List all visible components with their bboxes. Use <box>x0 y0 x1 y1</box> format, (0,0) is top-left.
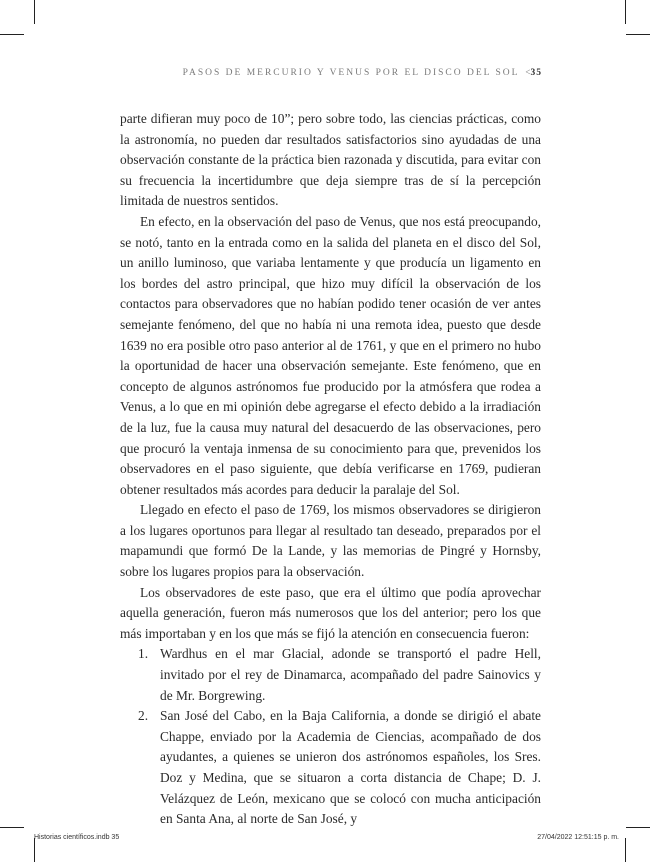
list-item-text: San José del Cabo, en la Baja California, a donde se dirigió el abate Chappe, enviado por la Academia de Ciencias, acompañado de dos ayudantes, a quienes se unieron dos astrónomos españoles, los Sres. Doz y Medina, que se situaron a corta distancia de Chape; D. J. Velázquez de León, mexicano que se colocó con mucha anticipación en Santa Ana, al norte de San José, y <box>160 708 541 827</box>
list-item <box>120 706 541 830</box>
running-head-title: PASOS DE MERCURIO Y VENUS POR EL DISCO DEL SOL <box>182 68 520 78</box>
print-footer-file: Historias científicos.indb 35 <box>34 834 120 841</box>
paragraph: En efecto, en la observación del paso de Venus, que nos está preocupando, se notó, tanto en la entrada como en la salida del planeta en el disco del Sol, un anillo luminoso, que variaba lentamente y que producía un ligamento en los bordes del astro principal, que hizo muy difícil la observación de los contactos para observadores que no habían podido tener ocasión de ver antes semejante fenómeno, del que no había ni una remota idea, puesto que desde 1639 no era posible otro paso anterior al de 1761, y que en el primero no hubo la oportunidad de hacer una observación semejante. Este fenómeno, que en concepto de algunos astrónomos fue producido por la atmósfera que rodea a Venus, a lo que en mi opinión debe agregarse el efecto debido a la irradiación de la luz, fue la causa muy natural del desacuerdo de las observaciones, pero que procuró la ventaja inmensa de su conocimiento para que, prevenidos los observadores en el paso siguiente, que debía verificarse en 1769, pudieran obtener resultados más acordes para deducir la paralaje del Sol. <box>120 213 541 497</box>
crop-mark-bottom-right-horizontal <box>626 827 650 828</box>
page-marker: < <box>525 67 531 77</box>
print-footer-timestamp: 27/04/2022 12:51:15 p. m. <box>537 834 619 841</box>
running-head <box>150 67 542 78</box>
paragraph: Llegado en efecto el paso de 1769, los mismos observadores se dirigieron a los lugares oportunos para llegar al resultado tan deseado, preparados por el mapamundi que formó De la Lande, y las memorias de Pingré y Hornsby, sobre los lugares propios para la observación. <box>120 502 541 580</box>
list-item-number: 1. <box>138 646 149 662</box>
list-item-number: 2. <box>138 708 149 724</box>
crop-mark-top-left-horizontal <box>0 34 24 35</box>
crop-mark-top-right-horizontal <box>626 34 650 35</box>
page-number: 35 <box>530 68 542 78</box>
crop-mark-bottom-left-horizontal <box>0 827 24 828</box>
crop-mark-top-right-vertical <box>625 0 626 24</box>
paragraph: Los observadores de este paso, que era el último que podía aprovechar aquella generación, fueron más numerosos que los del anterior; pero los que más importaban y en los que más se fijó la atención en consecuencia fueron: <box>120 584 541 641</box>
crop-mark-bottom-left-vertical <box>34 838 35 862</box>
body-text <box>120 109 541 830</box>
crop-mark-top-left-vertical <box>34 0 35 24</box>
crop-mark-bottom-right-vertical <box>625 838 626 862</box>
numbered-list <box>120 644 541 829</box>
list-item <box>120 644 541 706</box>
list-item-text: Wardhus en el mar Glacial, adonde se transportó el padre Hell, invitado por el rey de Dinamarca, acompañado del padre Sainovics y de Mr. Borgrewing. <box>160 646 541 703</box>
paragraph-continuation: parte difieran muy poco de 10”; pero sobre todo, las ciencias prácticas, como la astronomía, no pueden dar resultados satisfactorios sino ayudadas de una observación constante de la práctica bien razonada y discutida, para evitar con su frecuencia la incertidumbre que deja siempre tras de sí la percepción limitada de nuestros sentidos. <box>120 111 541 209</box>
